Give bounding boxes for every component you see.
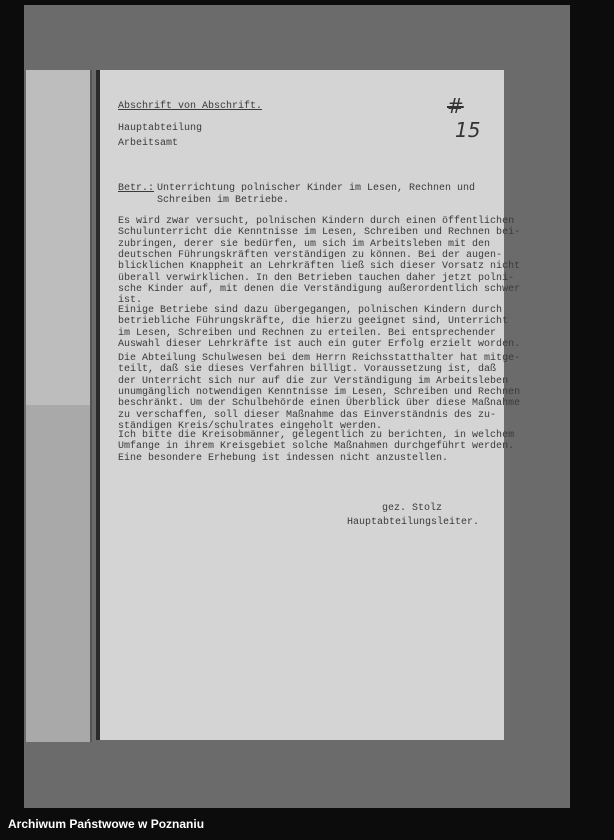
paragraph-1-line: Es wird zwar versucht, polnischen Kindern durch einen öffentlichen: [118, 216, 515, 227]
paragraph-3-line: Die Abteilung Schulwesen bei dem Herrn Reichsstatthalter hat mitge-: [118, 353, 521, 364]
paragraph-3-line: teilt, daß sie dieses Verfahren billigt. Voraussetzung ist, daß: [118, 364, 497, 376]
paragraph-1-line: deutschen Führungskräften verständigen zu können. Bei der augen-: [118, 249, 503, 261]
paragraph-1-line: sche Kinder auf, mit denen die Verständigung außerordentlich schwer: [118, 283, 521, 295]
paragraph-4-line: Umfange in ihrem Kreisgebiet solche Maßnahmen durchgeführt werden.: [118, 441, 515, 453]
signature-name: gez. Stolz: [382, 503, 443, 514]
paragraph-3-line: unumgänglich notwendigen Kenntnisse im Lesen, Schreiben und Rechnen: [118, 386, 521, 398]
sender-line-2: Arbeitsamt: [118, 138, 179, 149]
subject-line-1: Unterrichtung polnischer Kinder im Lesen, Rechnen und: [157, 183, 476, 194]
archive-credit: Archiwum Państwowe w Poznaniu: [8, 817, 205, 831]
paragraph-2-line: Auswahl dieser Lehrkräfte ist auch ein guter Erfolg erzielt worden.: [118, 338, 521, 350]
paragraph-1-line: Schulunterricht die Kenntnisse im Lesen, Schreiben und Rechnen bei-: [118, 227, 521, 239]
subject-label: Betr.:: [118, 183, 155, 194]
page-mark-struck: #: [447, 94, 464, 118]
paragraph-2-line: Einige Betriebe sind dazu übergegangen, polnischen Kindern durch: [118, 305, 503, 316]
subject-line-2: Schreiben im Betriebe.: [157, 195, 290, 206]
signature-title: Hauptabteilungsleiter.: [347, 517, 480, 528]
paragraph-1-line: überall verwirklichen. In den Betrieben tauchen daher jetzt polni-: [118, 272, 515, 284]
page-number-handwritten: 15: [455, 118, 481, 142]
paragraph-1-line: zubringen, derer sie bedürfen, um sich im Arbeitsleben mit den: [118, 238, 491, 250]
paragraph-2-line: betriebliche Führungskräfte, die hierzu geeignet sind, Unterricht: [118, 316, 509, 328]
sender-line-1: Hauptabteilung: [118, 123, 203, 134]
paragraph-2-line: im Lesen, Schreiben und Rechnen zu erteilen. Bei entsprechender: [118, 327, 497, 339]
paragraph-4-line: Ich bitte die Kreisobmänner, gelegentlich zu berichten, in welchem: [118, 430, 515, 441]
paragraph-4-line: Eine besondere Erhebung ist indessen nicht anzustellen.: [118, 452, 449, 464]
adjacent-page-strip-lower: [26, 405, 90, 742]
paragraph-3-line: zu verschaffen, soll dieser Maßnahme das Einverständnis des zu-: [118, 409, 497, 421]
paragraph-1-line: ist.: [118, 295, 143, 307]
paragraph-1-line: blicklichen Knappheit an Lehrkräften ließ sich dieser Vorsatz nicht: [118, 261, 521, 273]
paragraph-3-line: der Unterricht sich nur auf die zur Verständigung im Arbeitsleben: [118, 375, 509, 387]
paragraph-3-line: ständigen Kreis/schulrates eingeholt werden.: [118, 420, 383, 432]
paragraph-3-line: beschränkt. Um der Schulbehörde einen Überblick über diese Maßnahme: [118, 398, 521, 410]
heading: Abschrift von Abschrift.: [118, 101, 263, 112]
